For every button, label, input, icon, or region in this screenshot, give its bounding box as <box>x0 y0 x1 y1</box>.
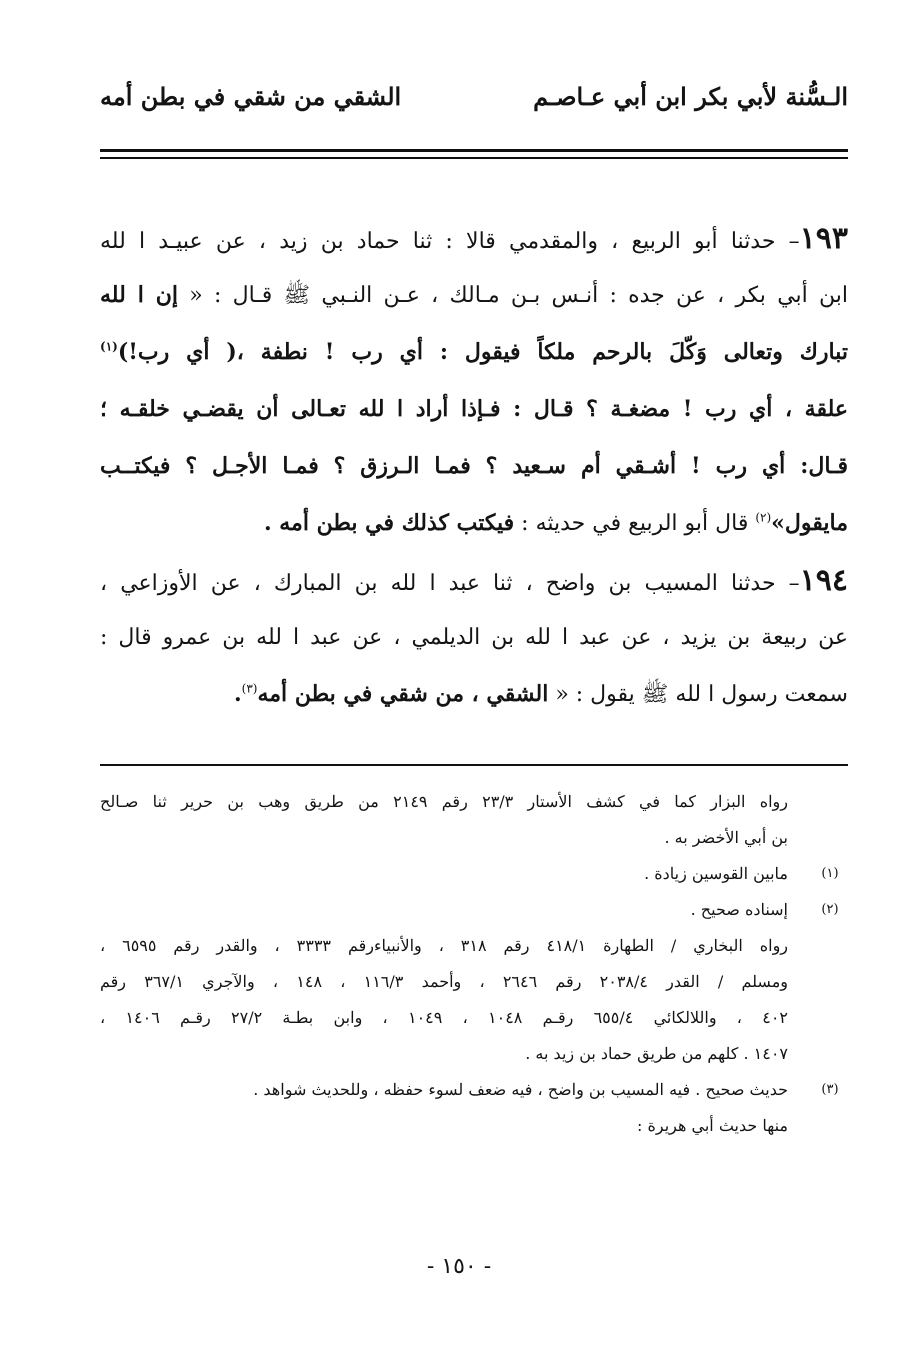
hadith-193-line-6: مايقول»$^{(٢)}$ قال أبو الربيع في حديثه : فيكتب كذلك في بطن أمه . <box>263 510 848 536</box>
footnote-1: (١) مابين القوسين زيادة . <box>100 856 848 892</box>
hadith-194-line-3: سمعت رسول ا لله ﷺ يقول : « الشقي ، من شقي في بطن أمه$^{(٣)}$. <box>233 681 848 707</box>
footnote-ref: (٢) <box>755 510 772 525</box>
hadith-194-line-2: عن ربيعة بن يزيد ، عن عبد ا لله بن الديلمي ، عن عبد ا لله بن عمرو قال : <box>100 625 848 650</box>
chapter-title: الشقي من شقي في بطن أمه <box>100 81 402 111</box>
hadith-193-line-3: تبارك وتعالى وَكّلَ بالرحم ملكاً فيقول : أي رب ! نطفة ،( أي رب!)$^{(١)}$ <box>100 339 848 365</box>
footnote-3: (٣) حديث صحيح . فيه المسيب بن واضح ، فيه ضعف لسوء حفظه ، وللحديث شواهد . منها حديث أبي هريرة : <box>100 1072 848 1144</box>
book-title: الـسُّنة لأبي بكر ابن أبي عـاصـم <box>533 81 848 111</box>
footnote-mark: (٢) <box>821 902 839 917</box>
running-header <box>100 76 848 116</box>
page-number: - ١٥٠ - <box>426 1254 492 1279</box>
hadith-number: ١٩٤ <box>799 563 848 598</box>
footnote-ref: (١) <box>100 339 118 354</box>
footnote-mark: (١) <box>821 866 839 881</box>
footnotes <box>100 784 848 1144</box>
footnote-continued: رواه البزار كما في كشف الأستار ٢٣/٣ رقم ٢١٤٩ من طريق وهب بن حرير ثنا صـالح بن أبي الأخضر به . <box>100 792 788 847</box>
hadith-193-line-4: علقة ، أي رب ! مضغـة ؟ قـال : فـإذا أراد ا لله تعـالى أن يقضـي خلقـه ؛ <box>100 396 848 422</box>
header-rule-thin <box>100 157 848 159</box>
hadith-194-line-1: ١٩٤– حدثنا المسيب بن واضح ، ثنا عبد ا لله بن المبارك ، عن الأوزاعي ، <box>100 563 848 598</box>
hadith-193-line-1: ١٩٣– حدثنا أبو الربيع ، والمقدمي قالا : ثنا حماد بن زيد ، عن عبيـد ا لله <box>100 221 848 256</box>
hadith-number: ١٩٣ <box>799 221 848 256</box>
hadith-193-line-2: ابن أبي بكر ، عن جده : أنـس بـن مـالك ، عـن النـبي ﷺ قـال : « إن ا لله <box>100 282 848 308</box>
footnote-ref: (٣) <box>241 681 258 696</box>
hadith-193-line-5: قـال: أي رب ! أشـقي أم سـعيد ؟ فمـا الـرزق ؟ فمـا الأجـل ؟ فيكتــب <box>100 453 848 479</box>
header-rule-thick <box>100 149 848 152</box>
footnote-mark: (٣) <box>821 1082 839 1097</box>
footnote-rule <box>100 764 848 766</box>
main-text <box>100 210 848 723</box>
footnote-2: (٢) إسناده صحيح . رواه البخاري / الطهارة ٤١٨/١ رقم ٣١٨ ، والأنبياءرقم ٣٣٣٣ ، والقدر رقم ٦٥٩٥ ، ومسلم / القدر ٢٠٣٨/٤ رقم ٢٦٤٦ ، وأحمد ١١٦/٣ ، ١٤٨ ، والآجري ٣٦٧/١ رقم ٤٠٢ ، واللالكائي ٦٥٥/٤ رقـم ١٠٤٨ ، ١٠٤٩ ، وابن بطـة ٢٧/٢ رقـم ١٤٠٦ ، ١٤٠٧ . كلهم من طريق حماد بن زيد به . <box>100 892 848 1072</box>
